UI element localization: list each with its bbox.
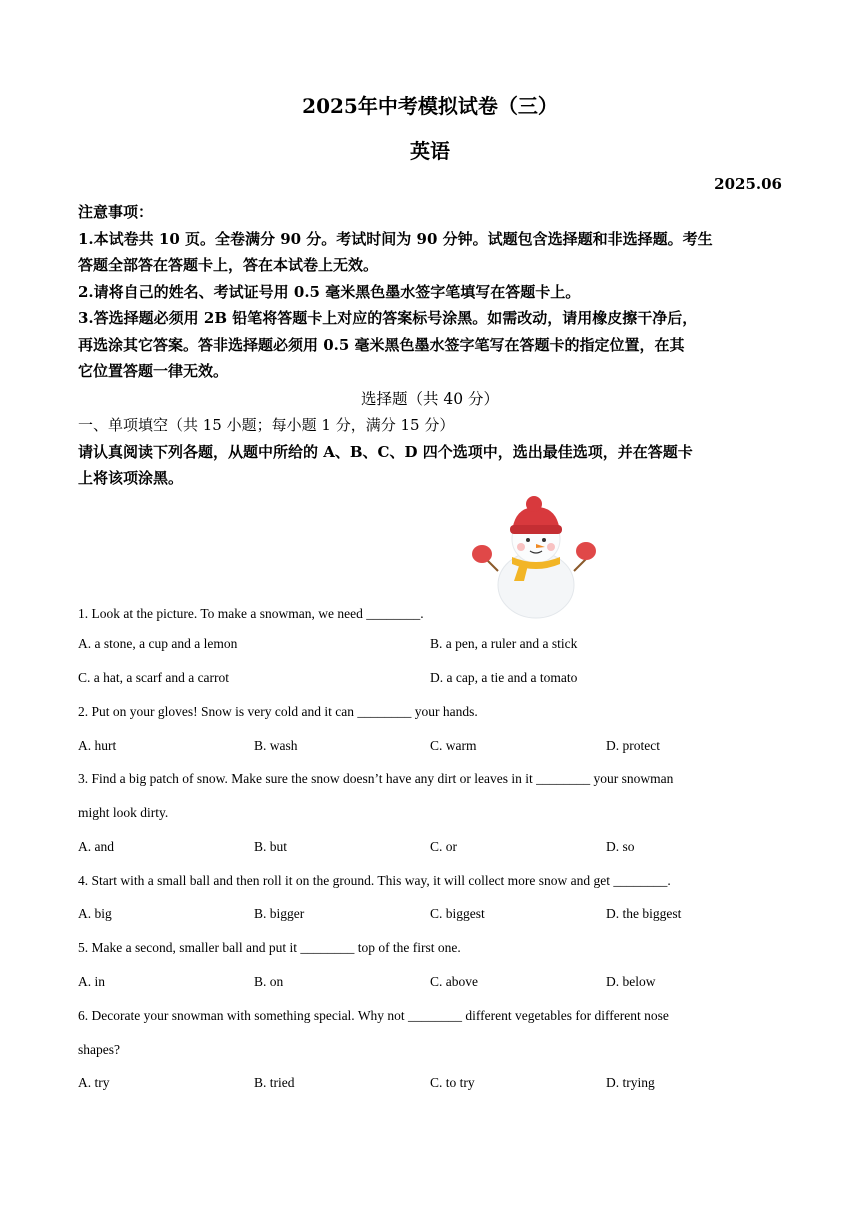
notice-heading: 注意事项：: [78, 203, 154, 221]
option-d: D. so: [606, 839, 635, 854]
option-a: A. try: [78, 1075, 110, 1090]
part-title: 一、单项填空（共 15 小题；每小题 1 分，满分 15 分）: [78, 416, 455, 434]
option-c: C. above: [430, 974, 478, 989]
exam-date: 2025.06: [714, 175, 782, 193]
question-stem-continued: shapes?: [78, 1042, 120, 1057]
question-stem: 2. Put on your gloves! Snow is very cold and it can ________ your hands.: [78, 704, 478, 719]
option-c: C. warm: [430, 738, 477, 753]
question-stem: 6. Decorate your snowman with something special. Why not ________ different vegetables for different nose: [78, 1008, 669, 1023]
option-a: A. in: [78, 974, 105, 989]
option-b: B. a pen, a ruler and a stick: [430, 636, 578, 651]
notice-line: 3.答选择题必须用 2B 铅笔将答题卡上对应的答案标号涂黑。如需改动，请用橡皮擦干净后，: [78, 309, 698, 327]
question-stem: 3. Find a big patch of snow. Make sure the snow doesn’t have any dirt or leaves in it ________ your snowman: [78, 771, 674, 786]
option-a: A. hurt: [78, 738, 117, 753]
option-b: B. but: [254, 839, 288, 854]
option-d: D. trying: [606, 1075, 655, 1090]
instructions-line: 请认真阅读下列各题，从题中所给的 A、B、C、D 四个选项中，选出最佳选项，并在答题卡: [78, 443, 693, 461]
option-a: A. a stone, a cup and a lemon: [78, 636, 238, 651]
section-title: 选择题（共 40 分）: [360, 390, 500, 408]
option-c: C. a hat, a scarf and a carrot: [78, 670, 230, 685]
option-c: C. to try: [430, 1075, 475, 1090]
question-stem: 1. Look at the picture. To make a snowman, we need ________.: [78, 606, 424, 621]
option-d: D. a cap, a tie and a tomato: [430, 670, 578, 685]
notice-line: 它位置答题一律无效。: [78, 362, 229, 380]
instructions-line: 上将该项涂黑。: [78, 469, 184, 487]
option-b: B. on: [254, 974, 284, 989]
option-a: A. big: [78, 906, 112, 921]
notice-line: 2.请将自己的姓名、考试证号用 0.5 毫米黑色墨水签字笔填写在答题卡上。: [78, 283, 581, 301]
question-stem: 4. Start with a small ball and then roll it on the ground. This way, it will collect more snow and get ________.: [78, 873, 671, 888]
exam-title: 2025年中考模拟试卷（三）: [302, 94, 558, 118]
option-b: B. bigger: [254, 906, 305, 921]
option-c: C. or: [430, 839, 457, 854]
subject-title: 英语: [410, 139, 450, 163]
question-stem: 5. Make a second, smaller ball and put it ________ top of the first one.: [78, 940, 461, 955]
option-d: D. the biggest: [606, 906, 682, 921]
question-stem-continued: might look dirty.: [78, 805, 169, 820]
notice-line: 答题全部答在答题卡上，答在本试卷上无效。: [78, 256, 379, 274]
option-c: C. biggest: [430, 906, 485, 921]
snowman-illustration: [468, 493, 600, 621]
option-d: D. protect: [606, 738, 660, 753]
option-a: A. and: [78, 839, 114, 854]
notice-line: 再选涂其它答案。答非选择题必须用 0.5 毫米黑色墨水签字笔写在答题卡的指定位置，在其: [78, 336, 685, 354]
notice-line: 1.本试卷共 10 页。全卷满分 90 分。考试时间为 90 分钟。试题包含选择题和非选择题。考生: [78, 230, 713, 248]
option-b: B. wash: [254, 738, 298, 753]
option-d: D. below: [606, 974, 656, 989]
option-b: B. tried: [254, 1075, 295, 1090]
